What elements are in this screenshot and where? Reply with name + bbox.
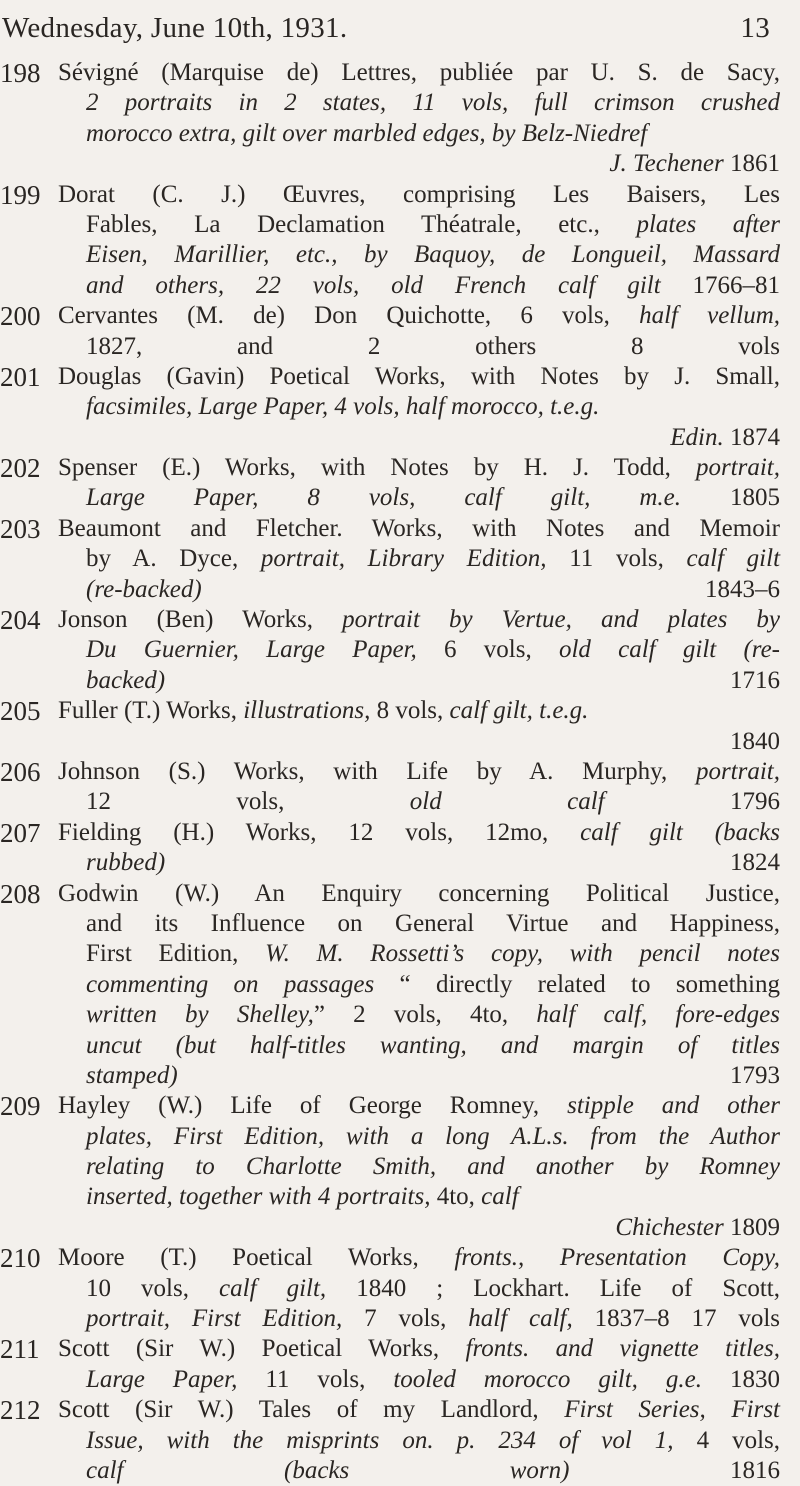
roman-text: 1816 bbox=[569, 1456, 780, 1484]
lot-entry bbox=[0, 605, 780, 696]
italic-text: stipple and other bbox=[567, 1092, 780, 1120]
description-line bbox=[58, 1152, 780, 1182]
description-line bbox=[58, 332, 780, 362]
description-line bbox=[58, 1304, 780, 1334]
roman-text: 11 vols, bbox=[546, 545, 687, 573]
italic-text: inserted, together with 4 portraits, bbox=[86, 1183, 431, 1211]
description-line bbox=[58, 1274, 780, 1304]
italic-text: calf gilt (backs bbox=[580, 818, 780, 846]
lot-list bbox=[0, 58, 800, 1486]
italic-text: portrait, Library Edition, bbox=[260, 545, 547, 573]
roman-text: 1766–81 bbox=[660, 271, 781, 299]
description-line bbox=[58, 1031, 780, 1061]
roman-text: 4 vols, bbox=[673, 1426, 780, 1454]
lot-entry bbox=[0, 879, 780, 1092]
italic-text: and others, 22 vols, old French calf gilt bbox=[86, 271, 661, 299]
roman-text: 1861 bbox=[723, 150, 780, 178]
italic-text: portrait, bbox=[695, 454, 780, 482]
description-line bbox=[58, 787, 780, 817]
roman-text: 7 vols, bbox=[342, 1305, 469, 1333]
description-line bbox=[58, 818, 780, 848]
description-line bbox=[58, 696, 780, 726]
description-line bbox=[58, 848, 780, 878]
description-line bbox=[58, 879, 780, 909]
italic-text: morocco extra, gilt over marbled edges, by Belz-Niedref bbox=[86, 119, 648, 147]
italic-text: W. M. Rossetti’s copy, with pencil notes bbox=[265, 940, 780, 968]
description-line bbox=[58, 423, 780, 453]
italic-text: half calf, fore-edges bbox=[536, 1001, 780, 1029]
description-line bbox=[58, 1213, 780, 1243]
description-line bbox=[58, 1365, 780, 1395]
roman-text: Sévigné (Marquise de) Lettres, publiée par U. S. de Sacy, bbox=[58, 59, 780, 86]
roman-text: 1805 bbox=[681, 484, 781, 512]
roman-text: 11 vols, bbox=[237, 1365, 394, 1393]
roman-text: 1874 bbox=[723, 423, 780, 451]
italic-text: First Series, First bbox=[564, 1396, 780, 1424]
italic-text: tooled morocco gilt, g.e. bbox=[393, 1365, 703, 1393]
lot-number: 206 bbox=[0, 756, 41, 787]
italic-text: rubbed) bbox=[86, 849, 166, 877]
italic-text: Eisen, Marillier, etc., by Baquoy, de Longueil, Massard bbox=[86, 241, 780, 269]
description-line bbox=[58, 605, 780, 635]
lot-number: 201 bbox=[0, 361, 41, 392]
italic-text: calf (backs worn) bbox=[86, 1456, 570, 1484]
lot-number: 208 bbox=[0, 878, 41, 909]
roman-text: Fielding (H.) Works, 12 vols, 12mo, bbox=[58, 818, 581, 846]
roman-text: Scott (Sir W.) Poetical Works, bbox=[58, 1335, 466, 1363]
description-line bbox=[58, 1000, 780, 1030]
description-line bbox=[58, 1091, 780, 1121]
lot-entry bbox=[0, 362, 780, 453]
roman-text: 4to, bbox=[430, 1183, 482, 1211]
lot-entry bbox=[0, 1395, 780, 1486]
description-line bbox=[58, 1334, 780, 1364]
italic-text: fronts., Presentation Copy, bbox=[454, 1244, 780, 1272]
roman-text: 1843–6 bbox=[201, 575, 780, 603]
description-line bbox=[58, 1426, 780, 1456]
description-line bbox=[58, 575, 780, 605]
lot-entry bbox=[0, 301, 780, 362]
italic-text: Chichester bbox=[615, 1213, 724, 1241]
description-line bbox=[58, 88, 780, 118]
roman-text: 1827, and 2 others bbox=[86, 332, 537, 360]
italic-text: 2 portraits in 2 states, 11 vols, full crimson crushed bbox=[86, 89, 780, 117]
roman-text: “ directly related to something bbox=[374, 970, 780, 998]
lot-number: 199 bbox=[0, 179, 41, 210]
italic-text: Edin. bbox=[670, 423, 724, 451]
description-line bbox=[58, 970, 780, 1000]
roman-text: Hayley (W.) Life of George Romney, bbox=[58, 1092, 568, 1120]
roman-text: 8 vols, bbox=[370, 697, 450, 725]
roman-text: ” 2 vols, 4to, bbox=[313, 1001, 537, 1029]
lot-entry bbox=[0, 1243, 780, 1334]
lot-number: 204 bbox=[0, 605, 41, 636]
roman-text: 6 vols, bbox=[416, 636, 559, 664]
lot-entry bbox=[0, 757, 780, 818]
lot-entry bbox=[0, 453, 780, 514]
roman-text: 1830 bbox=[702, 1365, 780, 1393]
description-line bbox=[58, 271, 780, 301]
lot-number: 212 bbox=[0, 1395, 41, 1426]
roman-text: 8 vols bbox=[536, 332, 780, 360]
description-line bbox=[58, 544, 780, 574]
description-line bbox=[58, 362, 780, 392]
roman-text: Johnson (S.) Works, with Life by A. Murphy, bbox=[58, 757, 696, 785]
description-line bbox=[58, 210, 780, 240]
lot-entry bbox=[0, 1091, 780, 1243]
lot-entry bbox=[0, 1334, 780, 1395]
description-line bbox=[58, 1182, 780, 1212]
roman-text: 1824 bbox=[165, 849, 780, 877]
description-line bbox=[58, 119, 780, 149]
description-line bbox=[58, 453, 780, 483]
description-line bbox=[58, 149, 780, 179]
roman-text: 1809 bbox=[723, 1213, 780, 1241]
page-number: 13 bbox=[740, 12, 770, 44]
description-line bbox=[58, 1456, 780, 1486]
italic-text: calf gilt, bbox=[219, 1274, 327, 1302]
italic-text: Large Paper, bbox=[86, 1365, 238, 1393]
italic-text: (re-backed) bbox=[86, 575, 202, 603]
roman-text: 10 vols, bbox=[86, 1274, 220, 1302]
italic-text: calf bbox=[481, 1183, 519, 1211]
italic-text: portrait by Vertue, and plates by bbox=[342, 606, 781, 634]
italic-text: fronts. and vignette titles, bbox=[465, 1335, 781, 1363]
roman-text: First Edition, bbox=[86, 940, 266, 968]
roman-text: 1840 bbox=[730, 727, 780, 755]
roman-text: Douglas (Gavin) Poetical Works, with Notes by J. Small, bbox=[58, 362, 780, 390]
roman-text: Cervantes (M. de) Don Quichotte, 6 vols, bbox=[58, 302, 640, 330]
lot-number: 209 bbox=[0, 1091, 41, 1122]
roman-text: 1716 bbox=[165, 666, 780, 694]
roman-text: 1840 ; Lockhart. Life of Scott, bbox=[326, 1274, 780, 1302]
description-line bbox=[58, 483, 780, 513]
italic-text: Large Paper, 8 vols, calf gilt, m.e. bbox=[86, 484, 682, 512]
lot-entry bbox=[0, 180, 780, 302]
roman-text: 1793 bbox=[177, 1061, 780, 1089]
page-header bbox=[0, 6, 770, 56]
description-line bbox=[58, 757, 780, 787]
description-line bbox=[58, 180, 780, 210]
lot-number: 210 bbox=[0, 1243, 41, 1274]
lot-number: 207 bbox=[0, 817, 41, 848]
italic-text: uncut (but half-titles wanting, and margin of titles bbox=[86, 1031, 780, 1059]
description-line bbox=[58, 301, 780, 331]
lot-number: 202 bbox=[0, 453, 41, 484]
italic-text: portrait, bbox=[695, 757, 780, 785]
description-line bbox=[58, 635, 780, 665]
roman-text: 12 vols, bbox=[86, 788, 410, 816]
description-line bbox=[58, 58, 780, 88]
italic-text: commenting on passages bbox=[86, 970, 375, 998]
lot-number: 205 bbox=[0, 696, 41, 727]
lot-entry bbox=[0, 696, 780, 757]
lot-number: 203 bbox=[0, 513, 41, 544]
italic-text: relating to Charlotte Smith, and another by Romney bbox=[86, 1153, 780, 1181]
italic-text: portrait, First Edition, bbox=[86, 1305, 343, 1333]
italic-text: J. Techener bbox=[609, 150, 724, 178]
italic-text: plates after bbox=[636, 210, 781, 238]
italic-text: calf gilt, t.e.g. bbox=[449, 697, 589, 725]
italic-text: facsimiles, Large Paper, 4 vols, half morocco, t.e.g. bbox=[86, 393, 600, 421]
roman-text: 1796 bbox=[604, 788, 780, 816]
roman-text: 1837–8 17 vols bbox=[572, 1305, 780, 1333]
description-line bbox=[58, 939, 780, 969]
italic-text: half vellum, bbox=[639, 302, 780, 330]
lot-entry bbox=[0, 58, 780, 180]
roman-text: Moore (T.) Poetical Works, bbox=[58, 1244, 455, 1272]
lot-number: 198 bbox=[0, 58, 41, 88]
roman-text: Dorat (C. J.) Œuvres, comprising Les Baisers, Les bbox=[58, 180, 780, 208]
italic-text: half calf, bbox=[468, 1305, 573, 1333]
description-line bbox=[58, 1061, 780, 1091]
description-line bbox=[58, 514, 780, 544]
description-line bbox=[58, 727, 780, 757]
description-line bbox=[58, 666, 780, 696]
roman-text: Scott (Sir W.) Tales of my Landlord, bbox=[58, 1396, 565, 1424]
lot-number: 200 bbox=[0, 301, 41, 332]
lot-entry bbox=[0, 818, 780, 879]
description-line bbox=[58, 1122, 780, 1152]
roman-text: Jonson (Ben) Works, bbox=[58, 606, 343, 634]
italic-text: Issue, with the misprints on. p. 234 of vol 1, bbox=[86, 1426, 674, 1454]
italic-text: plates, First Edition, with a long A.L.s. from the Author bbox=[86, 1122, 780, 1150]
description-line bbox=[58, 1243, 780, 1273]
italic-text: written by Shelley, bbox=[86, 1001, 314, 1029]
description-line bbox=[58, 392, 780, 422]
italic-text: illustrations, bbox=[243, 697, 371, 725]
roman-text: Beaumont and Fletcher. Works, with Notes and Memoir bbox=[58, 514, 780, 542]
italic-text: Du Guernier, Large Paper, bbox=[86, 636, 417, 664]
description-line bbox=[58, 1395, 780, 1425]
roman-text: Fables, La Declamation Théatrale, etc., bbox=[86, 210, 637, 238]
italic-text: backed) bbox=[86, 666, 166, 694]
lot-number: 211 bbox=[0, 1334, 40, 1365]
sale-date: Wednesday, June 10th, 1931. bbox=[2, 12, 348, 44]
italic-text: old calf bbox=[409, 788, 605, 816]
roman-text: by A. Dyce, bbox=[86, 545, 261, 573]
description-line bbox=[58, 909, 780, 939]
roman-text: Spenser (E.) Works, with Notes by H. J. Todd, bbox=[58, 454, 696, 482]
italic-text: calf gilt bbox=[686, 545, 781, 573]
italic-text: old calf gilt (re- bbox=[558, 636, 780, 664]
italic-text: stamped) bbox=[86, 1061, 178, 1089]
roman-text: Godwin (W.) An Enquiry concerning Political Justice, bbox=[58, 879, 780, 907]
description-line bbox=[58, 240, 780, 270]
roman-text: Fuller (T.) Works, bbox=[58, 697, 244, 725]
lot-entry bbox=[0, 514, 780, 605]
roman-text: and its Influence on General Virtue and Happiness, bbox=[86, 909, 780, 937]
